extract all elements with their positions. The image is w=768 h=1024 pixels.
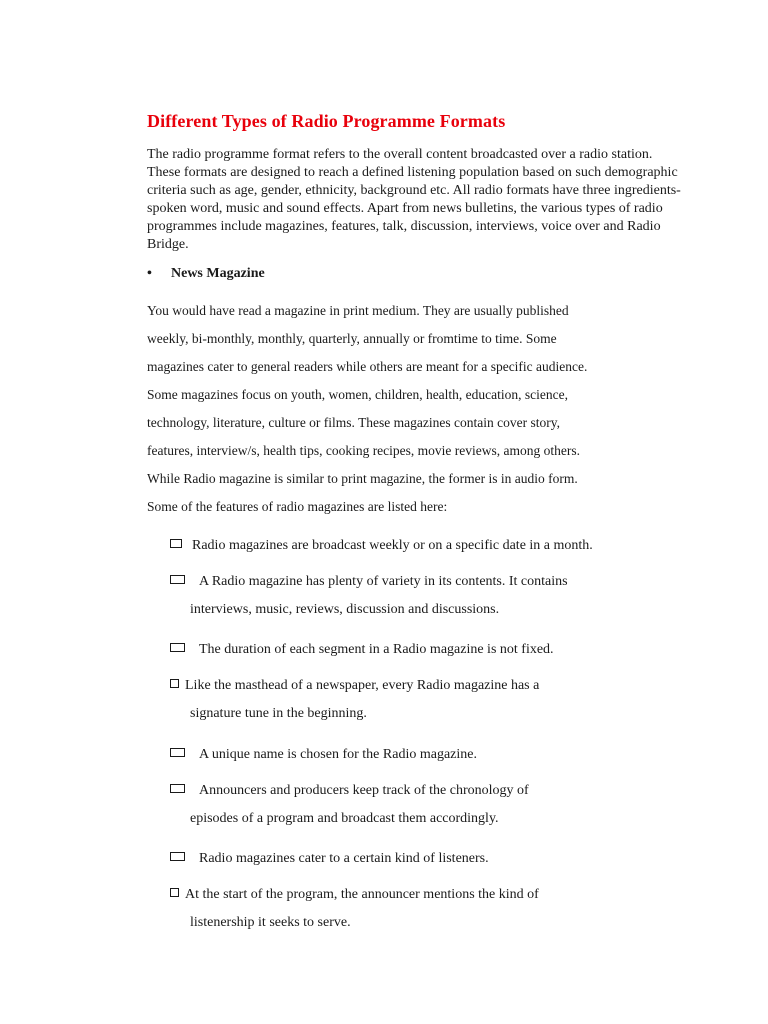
section-heading [147,266,265,282]
feature-text: Announcers and producers keep track of the chronology of [199,783,529,798]
paragraph-line: technology, literature, culture or films. These magazines contain cover story, [147,415,560,430]
paragraph-line: You would have read a magazine in print medium. They are usually published [147,303,569,318]
intro-line: The radio programme format refers to the overall content broadcasted over a radio station. [147,147,653,162]
intro-line: These formats are designed to reach a defined listening population based on such demographic [147,165,678,180]
section-heading-text: News Magazine [171,266,265,281]
document-title: Different Types of Radio Programme Formats [147,111,506,131]
feature-text: Radio magazines cater to a certain kind of listeners. [199,851,489,866]
checkbox-icon [170,748,185,757]
feature-item [170,850,489,878]
feature-item [170,746,477,774]
paragraph-line: weekly, bi-monthly, monthly, quarterly, annually or fromtime to time. Some [147,331,557,346]
feature-item [170,641,554,669]
paragraph-line: Some magazines focus on youth, women, children, health, education, science, [147,387,568,402]
intro-line: criteria such as age, gender, ethnicity, background etc. All radio formats have three ingredients- [147,183,681,198]
checkbox-icon [170,575,185,584]
intro-line: Bridge. [147,237,189,252]
checkbox-icon [170,643,185,652]
feature-text: listenership it seeks to serve. [190,915,351,930]
feature-text: Radio magazines are broadcast weekly or on a specific date in a month. [192,538,593,553]
paragraph-line: features, interview/s, health tips, cooking recipes, movie reviews, among others. [147,443,581,458]
feature-text: At the start of the program, the announcer mentions the kind of [185,887,539,902]
feature-text: episodes of a program and broadcast them accordingly. [190,811,499,826]
checkbox-icon [170,888,179,897]
news-magazine-paragraph [147,301,587,525]
checkbox-icon [170,852,185,861]
feature-text: The duration of each segment in a Radio magazine is not fixed. [199,642,554,657]
paragraph-line: While Radio magazine is similar to print magazine, the former is in audio form. [147,471,578,486]
feature-text: Like the masthead of a newspaper, every Radio magazine has a [185,678,540,693]
checkbox-icon [170,679,179,688]
paragraph-line: magazines cater to general readers while others are meant for a specific audience. [147,359,588,374]
feature-item [170,782,529,838]
intro-line: spoken word, music and sound effects. Apart from news bulletins, the various types of radio [147,201,663,216]
checkbox-icon [170,539,182,548]
feature-item [170,537,593,565]
bullet-marker: • [147,266,152,281]
feature-item [170,677,539,733]
feature-text: interviews, music, reviews, discussion and discussions. [190,602,500,617]
paragraph-line: Some of the features of radio magazines are listed here: [147,499,448,514]
checkbox-icon [170,784,185,793]
intro-paragraph [147,146,727,254]
feature-text: A Radio magazine has plenty of variety in its contents. It contains [199,574,568,589]
feature-item [170,886,539,942]
intro-line: programmes include magazines, features, talk, discussion, interviews, voice over and Radio [147,219,661,234]
feature-text: A unique name is chosen for the Radio magazine. [199,747,477,762]
feature-text: signature tune in the beginning. [190,706,367,721]
feature-item [170,573,568,629]
